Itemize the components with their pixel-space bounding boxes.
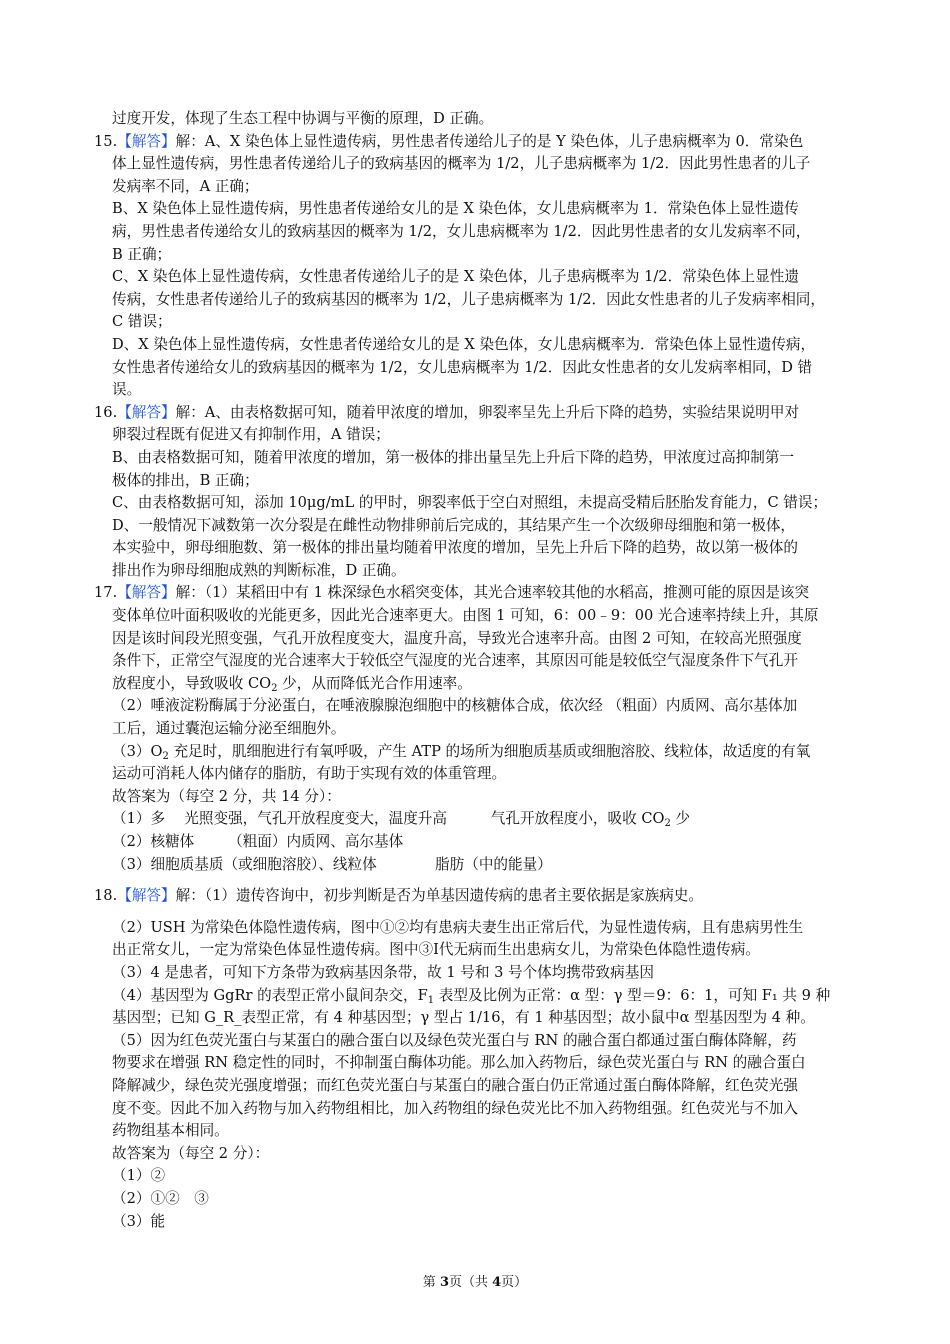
- text-line: [0, 1007, 950, 1030]
- text-line: [0, 470, 950, 493]
- text-line: [0, 176, 950, 199]
- text-line: [0, 695, 950, 718]
- line-text: （2）①② ③: [112, 1189, 209, 1207]
- text-line: [0, 537, 950, 560]
- text-line: [0, 1120, 950, 1143]
- line-text: D、X 染色体上显性遗传病，女性患者传递给女儿的是 X 染色体，女儿患病概率为．常染色体上显性遗传病，: [112, 335, 816, 353]
- text-line: [0, 985, 950, 1008]
- paragraph-gap: [0, 876, 950, 885]
- line-text: 出正常女儿，一定为常染色体显性遗传病。图中③Ⅰ代无病而生出患病女儿，为常染色体隐性遗传病。: [112, 941, 760, 959]
- line-text: 女性患者传递给女儿的致病基因的概率为 1/2，女儿患病概率为 1/2．因此女性患者的女儿发病率相同，D 错: [112, 358, 813, 376]
- text-line: [0, 334, 950, 357]
- text-line: [0, 741, 950, 764]
- answer-tag: 【解答】: [117, 887, 176, 905]
- text-line: [0, 962, 950, 985]
- line-text: C、X 染色体上显性遗传病，女性患者传递给儿子的是 X 染色体，儿子患病概率为 1/2．常染色体上显性遗: [112, 268, 799, 286]
- text-line: [0, 1188, 950, 1211]
- footer-prefix: 第: [422, 1275, 440, 1290]
- subscript: 2: [664, 818, 671, 830]
- line-text: 解：A、X 染色体上显性遗传病，男性患者传递给儿子的是 Y 染色体，儿子患病概率为 0．常染色: [175, 132, 804, 150]
- line-text: 药物组基本相同。: [112, 1122, 229, 1140]
- line-text: B、由表格数据可知，随着甲浓度的增加，第一极体的排出量呈先上升后下降的趋势，甲浓度过高抑制第一: [112, 448, 795, 466]
- question-number: 18.: [94, 887, 118, 905]
- line-text: 体上显性遗传病，男性患者传递给儿子的致病基因的概率为 1/2，儿子患病概率为 1/2．因此男性患者的儿子: [112, 155, 811, 173]
- question-line: [0, 885, 950, 908]
- text-line: [0, 939, 950, 962]
- question-number: 16.: [94, 403, 118, 421]
- line-text: 变体单位叶面积吸收的光能更多，因此光合速率更大。由图 1 可知，6：00﹣9：00 光合速率持续上升，其原: [112, 607, 819, 625]
- line-text: （4）基因型为 GgRr 的表型正常小鼠间杂交，F: [112, 986, 428, 1004]
- line-text: 解：A、由表格数据可知，随着甲浓度的增加，卵裂率呈先上升后下降的趋势，实验结果说明甲对: [175, 403, 800, 421]
- line-text: C、由表格数据可知，添加 10μg/mL 的甲时，卵裂率低于空白对照组，未提高受精后胚胎发育能力，C 错误；: [112, 494, 828, 512]
- line-text: 过度开发，体现了生态工程中协调与平衡的原理，D 正确。: [112, 110, 494, 127]
- text-line: [0, 1030, 950, 1053]
- line-text: 解：（1）某稻田中有 1 株深绿色水稻突变体，其光合速率较其他的水稻高，推测可能的原因是该突: [175, 584, 810, 602]
- line-text: 卵裂过程既有促进又有抑制作用，A 错误；: [112, 426, 390, 444]
- line-text: 本实验中，卵母细胞数、第一极体的排出量均随着甲浓度的增加，呈先上升后下降的趋势，故以第一极体的: [112, 539, 798, 557]
- text-line: [0, 808, 950, 831]
- line-text: 病，男性患者传递给女儿的致病基因的概率为 1/2，女儿患病概率为 1/2．因此男性患者的女儿发病率不同，: [112, 222, 811, 240]
- line-text: （5）因为红色荧光蛋白与某蛋白的融合蛋白以及绿色荧光蛋白与 RN 的融合蛋白都通过蛋白酶体降解，药: [112, 1031, 797, 1049]
- line-text: 传病，女性患者传递给儿子的致病基因的概率为 1/2，儿子患病概率为 1/2．因此女性患者的儿子发病率相同，: [112, 290, 825, 308]
- question-number: 17.: [94, 584, 118, 602]
- text-line: [0, 628, 950, 651]
- text-line: [0, 763, 950, 786]
- text-line: [0, 108, 950, 131]
- line-text: 降解减少，绿色荧光强度增强；而红色荧光蛋白与某蛋白的融合蛋白仍正常通过蛋白酶体降解，红色荧光强: [112, 1076, 798, 1094]
- line-text: 物要求在增强 RN 稳定性的同时，不抑制蛋白酶体功能。那么加入药物后，绿色荧光蛋白与 RN 的融合蛋白: [112, 1054, 806, 1072]
- question-line: [0, 582, 950, 605]
- text-line: [0, 854, 950, 877]
- text-line: [0, 1143, 950, 1166]
- question-number: 15.: [94, 132, 118, 150]
- text-line: [0, 605, 950, 628]
- text-line: [0, 311, 950, 334]
- text-line: [0, 1098, 950, 1121]
- text-line: [0, 917, 950, 940]
- line-text: 基因型；已知 G_R_表型正常，有 4 种基因型；γ 型占 1/16，有 1 种基因型；故小鼠中α 型基因型为 4 种。: [112, 1009, 815, 1027]
- line-text: （3）O: [112, 742, 163, 760]
- text-line: [0, 1211, 950, 1234]
- text-line: [0, 244, 950, 267]
- subscript: 2: [162, 750, 169, 762]
- question-line: [0, 131, 950, 154]
- line-text: 运动可消耗人体内储存的脂肪，有助于实现有效的体重管理。: [112, 765, 507, 783]
- line-text: C 错误；: [112, 313, 172, 331]
- text-line: [0, 1165, 950, 1188]
- line-text: （3）细胞质基质（或细胞溶胶）、线粒体 脂肪（中的能量）: [112, 855, 552, 873]
- line-text: 度不变。因此不加入药物与加入药物组相比，加入药物组的绿色荧光比不加入药物组强。红色荧光与不加入: [112, 1099, 798, 1117]
- text-line: [0, 1075, 950, 1098]
- line-text: （2）USH 为常染色体隐性遗传病，图中①②均有患病夫妻生出正常后代，为显性遗传病，且有患病男性生: [112, 918, 804, 936]
- line-text: 故答案为（每空 2 分，共 14 分）：: [112, 787, 341, 805]
- line-text-continued: 表型及比例为正常：α 型：γ 型＝9：6：1，可知 F₁ 共 9 种: [434, 986, 831, 1004]
- line-text-continued: 充足时，肌细胞进行有氧呼吸，产生 ATP 的场所为细胞质基质或细胞溶胶、线粒体，故适度的有氧: [168, 742, 811, 760]
- text-line: [0, 786, 950, 809]
- text-line: [0, 560, 950, 583]
- line-text: 条件下，正常空气湿度的光合速率大于较低空气湿度的光合速率，其原因可能是较低空气湿度条件下气孔开: [112, 652, 798, 670]
- text-line: [0, 718, 950, 741]
- document-body: [0, 108, 950, 1233]
- line-text: 因是该时间段光照变强，气孔开放程度变大，温度升高，导致光合速率升高。由图 2 可知，在较高光照强度: [112, 629, 802, 647]
- line-text: （1）多 光照变强，气孔开放程度变大，温度升高 气孔开放程度小，吸收 CO: [112, 810, 665, 828]
- text-line: [0, 492, 950, 515]
- text-line: [0, 1052, 950, 1075]
- footer-total-pages: 4: [492, 1275, 502, 1290]
- question-line: [0, 402, 950, 425]
- line-text-continued: 少: [670, 810, 691, 828]
- line-text: 排出作为卵母细胞成熟的判断标准，D 正确。: [112, 561, 406, 579]
- text-line: [0, 424, 950, 447]
- line-text: 解：（1）遗传咨询中，初步判断是否为单基因遗传病的患者主要依据是家族病史。: [175, 887, 703, 905]
- text-line: [0, 447, 950, 470]
- line-text: 极体的排出，B 正确；: [112, 471, 259, 489]
- line-text: D、一般情况下减数第一次分裂是在雌性动物排卵前后完成的，其结果产生一个次级卵母细胞和第一极体，: [112, 516, 796, 534]
- footer-page-number: 3: [439, 1275, 449, 1290]
- text-line: [0, 266, 950, 289]
- line-text: 放程度小，导致吸收 CO: [112, 674, 272, 692]
- subscript: 1: [427, 994, 435, 1006]
- line-text: （3）能: [112, 1212, 166, 1230]
- text-line: [0, 673, 950, 696]
- line-text: 故答案为（每空 2 分）：: [112, 1144, 270, 1162]
- text-line: [0, 198, 950, 221]
- line-text: B、X 染色体上显性遗传病，男性患者传递给女儿的是 X 染色体，女儿患病概率为 1．常染色体上显性遗传: [112, 200, 799, 218]
- text-line: [0, 153, 950, 176]
- text-line: [0, 221, 950, 244]
- line-text: B 正确；: [112, 245, 172, 263]
- paragraph-gap: [0, 908, 950, 917]
- line-text: 误。: [112, 381, 142, 399]
- line-text-continued: 少，从而降低光合作用速率。: [277, 674, 472, 692]
- line-text: （3）4 是患者，可知下方条带为致病基因条带，故 1 号和 3 号个体均携带致病基因: [112, 963, 654, 981]
- line-text: （2）唾液淀粉酶属于分泌蛋白，在唾液腺腺泡细胞中的核糖体合成，依次经 （粗面）内质网、高尔基体加: [112, 697, 798, 715]
- page-footer: [0, 1272, 950, 1295]
- text-line: [0, 357, 950, 380]
- footer-suffix: 页）: [501, 1275, 528, 1290]
- line-text: 工后，通过囊泡运输分泌至细胞外。: [112, 720, 346, 738]
- text-line: [0, 515, 950, 538]
- line-text: （2）核糖体 （粗面）内质网、高尔基体: [112, 833, 404, 850]
- line-text: 发病率不同，A 正确；: [112, 177, 259, 195]
- answer-tag: 【解答】: [117, 403, 176, 421]
- text-line: [0, 831, 950, 854]
- subscript: 2: [271, 682, 278, 694]
- text-line: [0, 289, 950, 312]
- footer-middle: 页（共: [448, 1275, 493, 1290]
- line-text: （1）②: [112, 1167, 166, 1185]
- text-line: [0, 650, 950, 673]
- answer-tag: 【解答】: [117, 584, 176, 602]
- text-line: [0, 379, 950, 402]
- answer-tag: 【解答】: [117, 132, 176, 150]
